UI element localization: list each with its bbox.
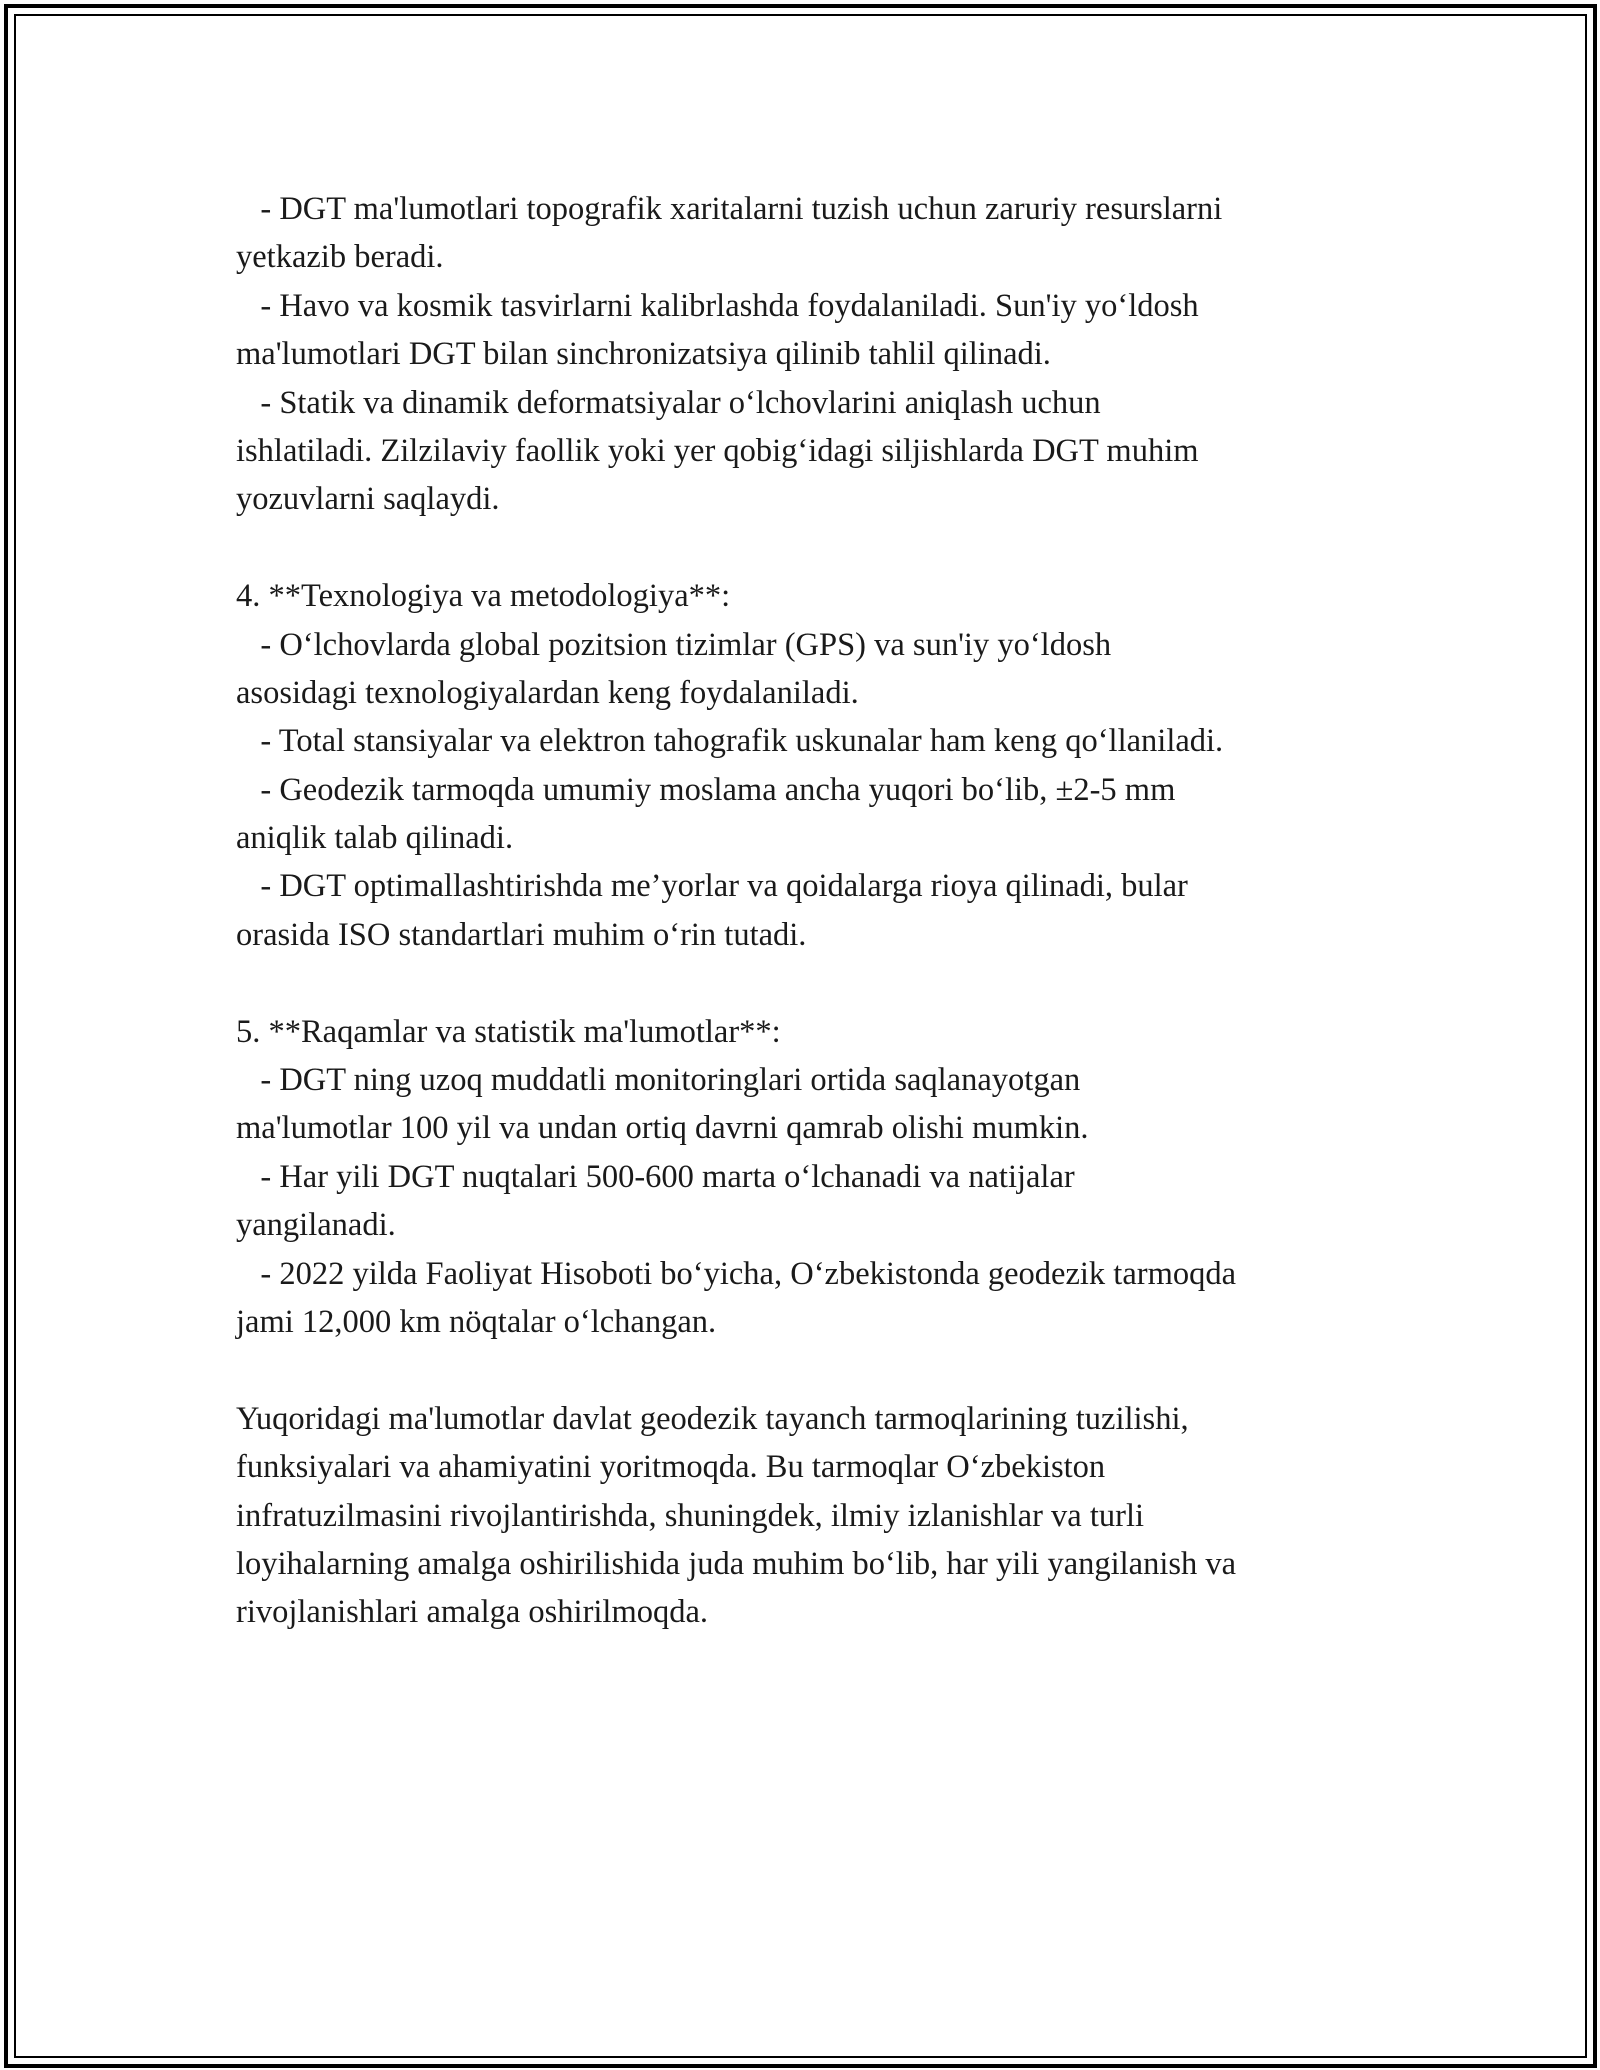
list-item-line: - Statik va dinamik deformatsiyalar o‘lchovlarini aniqlash uchun bbox=[236, 384, 1101, 421]
conclusion-paragraph bbox=[236, 1395, 1386, 1637]
paragraph-line: Yuqoridagi ma'lumotlar davlat geodezik tayanch tarmoqlarining tuzilishi, bbox=[236, 1400, 1189, 1437]
list-item-line: - O‘lchovlarda global pozitsion tizimlar (GPS) va sun'iy yo‘ldosh bbox=[236, 626, 1112, 663]
list-item-line: ma'lumotlari DGT bilan sinchronizatsiya qilinib tahlil qilinadi. bbox=[236, 336, 1051, 373]
list-item-line: - Total stansiyalar va elektron tahografik uskunalar ham keng qo‘llaniladi. bbox=[236, 723, 1224, 760]
list-item-line: jami 12,000 km nöqtalar o‘lchangan. bbox=[236, 1303, 717, 1340]
list-item-line: - Havo va kosmik tasvirlarni kalibrlashda foydalaniladi. Sun'iy yo‘ldosh bbox=[236, 287, 1199, 324]
list-item-line: aniqlik talab qilinadi. bbox=[236, 820, 514, 857]
paragraph-line: funksiyalari va ahamiyatini yoritmoqda. Bu tarmoqlar O‘zbekiston bbox=[236, 1449, 1106, 1486]
list-item-line: - DGT optimallashtirishda me’yorlar va qoidalarga rioya qilinadi, bular bbox=[236, 868, 1188, 905]
list-item-line: - Geodezik tarmoqda umumiy moslama ancha yuqori bo‘lib, ±2-5 mm bbox=[236, 771, 1176, 808]
list-item-line: yetkazib beradi. bbox=[236, 239, 444, 276]
paragraph-spacer bbox=[236, 959, 1386, 1007]
section-heading: 4. **Texnologiya va metodologiya**: bbox=[236, 578, 731, 615]
paragraph-line: loyihalarning amalga oshirilishida juda muhim bo‘lib, har yili yangilanish va bbox=[236, 1545, 1237, 1582]
list-item-line: - DGT ning uzoq muddatli monitoringlari ortida saqlanayotgan bbox=[236, 1062, 1081, 1099]
list-item-line: - DGT ma'lumotlari topografik xaritalarni tuzish uchun zaruriy resurslarni bbox=[236, 191, 1223, 227]
list-item-line: yangilanadi. bbox=[236, 1207, 396, 1244]
list-item-line: asosidagi texnologiyalardan keng foydalaniladi. bbox=[236, 674, 859, 711]
section-heading: 5. **Raqamlar va statistik ma'lumotlar**: bbox=[236, 1013, 781, 1050]
list-item-line: - Har yili DGT nuqtalari 500-600 marta o‘lchanadi va natijalar bbox=[236, 1158, 1075, 1195]
list-item-line: ma'lumotlar 100 yil va undan ortiq davrni qamrab olishi mumkin. bbox=[236, 1110, 1089, 1147]
list-item-line: yozuvlarni saqlaydi. bbox=[236, 481, 500, 518]
list-item-line: - 2022 yilda Faoliyat Hisoboti bo‘yicha, O‘zbekistonda geodezik tarmoqda bbox=[236, 1255, 1237, 1292]
document-body bbox=[236, 185, 1386, 1637]
list-item-line: ishlatiladi. Zilzilaviy faollik yoki yer qobig‘idagi siljishlarda DGT muhim bbox=[236, 432, 1199, 469]
section-3-list bbox=[236, 185, 1386, 524]
paragraph-spacer bbox=[236, 524, 1386, 572]
list-item-line: orasida ISO standartlari muhim o‘rin tutadi. bbox=[236, 916, 807, 953]
section-5 bbox=[236, 1008, 1386, 1347]
paragraph-spacer bbox=[236, 1346, 1386, 1394]
paragraph-line: infratuzilmasini rivojlantirishda, shuningdek, ilmiy izlanishlar va turli bbox=[236, 1497, 1145, 1534]
paragraph-line: rivojlanishlari amalga oshirilmoqda. bbox=[236, 1594, 709, 1631]
section-4 bbox=[236, 572, 1386, 959]
